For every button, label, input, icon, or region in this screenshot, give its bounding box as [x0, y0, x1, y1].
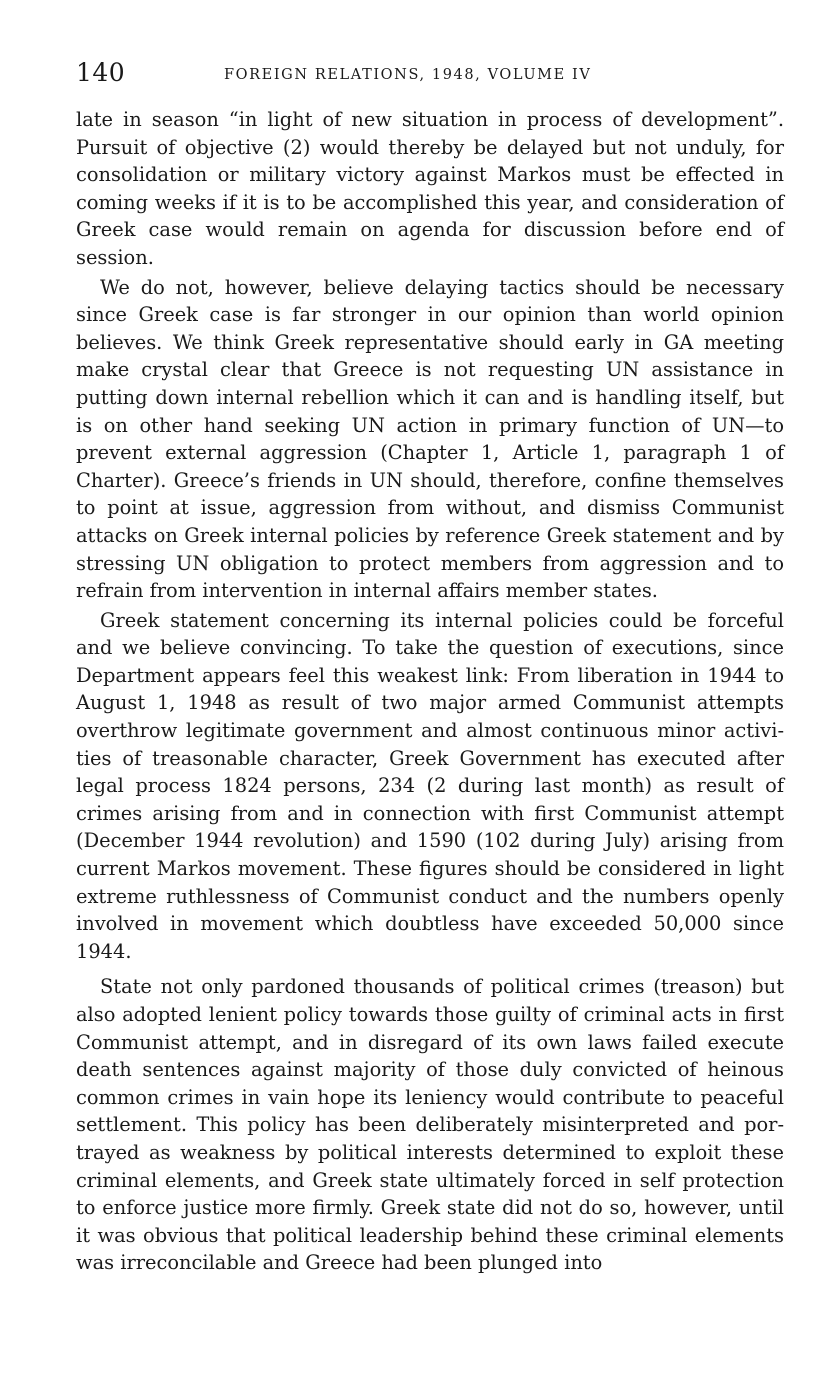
body-text: [76, 106, 784, 1277]
paragraph-continuation: late in season “in light of new situation in process of development”. Pursuit of objective (2) would thereby be delayed but not unduly, for consolidation or military victory against Markos must be effected in coming weeks if it is to be accomplished this year, and consideration of Greek case would remain on agenda for discussion before end of session.: [76, 108, 784, 269]
paragraph-state-policy: State not only pardoned thousands of political crimes (treason) but also adopted lenient policy towards those guilty of criminal acts in first Communist attempt, and in disregard of its own laws failed execute death sentences against majority of those duly convicted of heinous common crimes in vain hope its leniency would contribute to peaceful settlement. This policy has been deliberately misinterpreted and portrayed as weakness by political interests determined to exploit these criminal elements, and Greek state ultimately forced in self protection to enforce justice more firmly. Greek state did not do so, however, until it was obvious that political leadership behind these criminal elements was irreconcilable and Greece had been plunged into: [76, 975, 784, 1275]
running-head: [76, 54, 784, 92]
paragraph-delaying-tactics: We do not, however, believe delaying tactics should be necessary since Greek case is far stronger in our opinion than world opinion believes. We think Greek representative should early in GA meeting make crystal clear that Greece is not requesting UN assistance in putting down internal rebellion which it can and is handling itself, but is on other hand seeking UN action in primary function of UN—to prevent external aggression (Chapter 1, Article 1, paragraph 1 of Charter). Greece’s friends in UN should, therefore, confine themselves to point at issue, aggression from without, and dismiss Communist attacks on Greek internal policies by reference Greek statement and by stressing UN obligation to protect members from aggression and to refrain from intervention in internal affairs member states.: [76, 275, 784, 603]
running-head-title: FOREIGN RELATIONS, 1948, VOLUME IV: [224, 67, 592, 83]
page-number: 140: [76, 58, 126, 87]
paragraph-executions: Greek statement concerning its internal policies could be forceful and we believe convincing. To take the question of executions, since Department appears feel this weakest link: From liberation in 1944 to August 1, 1948 as result of two major armed Communist attempts overthrow legitimate government and almost continuous minor activities of treasonable character, Greek Government has executed after legal process 1824 persons, 234 (2 during last month) as result of crimes arising from and in connection with first Communist attempt (December 1944 revolution) and 1590 (102 during July) arising from current Markos movement. These figures should be considered in light extreme ruthlessness of Communist conduct and the numbers openly involved in movement which doubtless have exceeded 50,000 since 1944.: [76, 608, 784, 963]
document-page: [76, 54, 784, 1277]
